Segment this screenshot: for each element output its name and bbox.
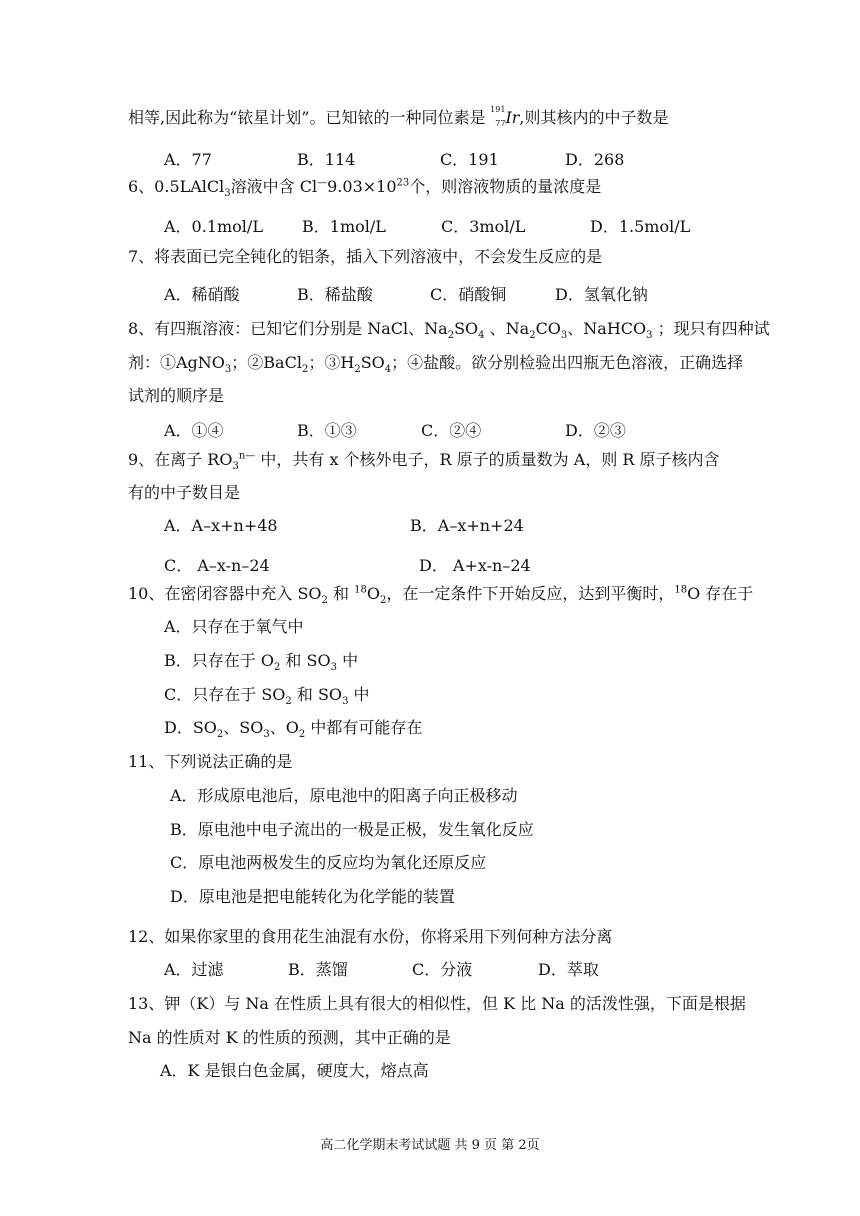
page-footer: 高二化学期末考试试题 共 9 页 第 2页 [320, 1138, 540, 1153]
q10-text: 和 [327, 584, 355, 603]
q6-sup-1: — [317, 177, 328, 189]
q10-d-text: 、SO [223, 718, 264, 737]
q8-text: 、NaHCO [567, 319, 647, 338]
q9-stem-line2: 有的中子数目是 [128, 483, 241, 502]
q7-option-a: A．稀硝酸 [164, 285, 240, 304]
q12-stem: 12、如果你家里的食用花生油混有水份，你将采用下列何种方法分离 [128, 927, 613, 946]
q6-text-4: 个，则溶液物质的量浓度是 [409, 177, 602, 196]
q11-option-a: A．形成原电池后，原电池中的阳离子向正极移动 [170, 786, 518, 805]
q10-option-a: A．只存在于氧气中 [164, 617, 304, 636]
q8-stem-line1 [128, 318, 770, 340]
q5-option-a: A．77 [164, 150, 212, 169]
q8-option-d: D．②③ [565, 421, 626, 440]
q8-sub: 3 [646, 330, 653, 342]
isotope-symbol: Ir [505, 108, 520, 127]
q10-sub: 2 [379, 595, 387, 607]
q5-option-c: C．191 [440, 150, 499, 169]
q10-option-b [164, 650, 358, 672]
q10-d-sub: 2 [298, 729, 306, 741]
q13-stem-line2: Na 的性质对 K 的性质的预测，其中正确的是 [128, 1028, 451, 1047]
q10-d-text: 、O [269, 718, 299, 737]
q10-b-text: 中 [336, 651, 359, 670]
q10-text: O 存在于 [687, 584, 754, 603]
q5-option-b: B．114 [297, 150, 356, 169]
q9-sub: 3 [232, 461, 239, 473]
q10-b-sub: 2 [273, 662, 281, 674]
q6-option-c: C．3mol/L [441, 217, 526, 236]
isotope-atomic-number: 77 [495, 119, 506, 128]
q10-c-text: 中 [348, 685, 370, 704]
q9-option-d: D． A+x-n–24 [419, 556, 531, 575]
q6-text-2: 溶液中含 Cl [230, 177, 318, 196]
q11-option-d: D．原电池是把电能转化为化学能的装置 [170, 887, 455, 906]
q9-option-b: B．A–x+n+24 [410, 516, 524, 535]
q6-text-3: 9.03×10 [327, 177, 397, 196]
q12-option-d: D．萃取 [538, 960, 599, 979]
q12-option-b: B．蒸馏 [288, 960, 348, 979]
q8-stem-line3: 试剂的顺序是 [128, 386, 225, 405]
intro-text: 相等,因此称为“铱星计划”。已知铱的一种同位素是 [128, 108, 486, 127]
q10-stem [128, 583, 753, 605]
q10-text: O [366, 584, 380, 603]
q8-text: ；现只有四种试 [652, 319, 770, 338]
q9-text: 中，共有 x 个核外电子，R 原子的质量数为 A，则 R 原子核内含 [255, 450, 720, 469]
q9-stem-line1 [128, 449, 720, 471]
q6-option-b: B．1mol/L [302, 217, 386, 236]
q8-stem-line2 [128, 352, 743, 374]
q6-option-a: A．0.1mol/L [164, 217, 263, 236]
q9-option-a: A．A–x+n+48 [164, 516, 278, 535]
q9-option-c: C． A–x-n–24 [164, 556, 270, 575]
q10-c-text: C．只存在于 SO [164, 685, 286, 704]
q7-stem: 7、将表面已完全钝化的铝条，插入下列溶液中，不会发生反应的是 [128, 247, 603, 266]
q8-sub: 4 [478, 330, 485, 342]
q9-sup: n— [238, 450, 256, 462]
q7-option-b: B．稀盐酸 [297, 285, 373, 304]
q7-option-c: C．硝酸铜 [430, 285, 507, 304]
q10-b-sub: 3 [330, 662, 337, 674]
q10-option-d [164, 717, 422, 739]
q11-stem: 11、下列说法正确的是 [128, 752, 293, 771]
q8-sub: 2 [354, 364, 361, 376]
q8-sub: 4 [384, 364, 392, 376]
q8-text: ；④盐酸。欲分别检验出四瓶无色溶液，正确选择 [391, 353, 744, 372]
q6-sub-1: 3 [224, 188, 231, 200]
q8-text: ；②BaCl [231, 353, 302, 372]
q8-sub: 2 [529, 330, 536, 342]
q10-text: 10、在密闭容器中充入 SO [128, 584, 322, 603]
q10-b-text: B．只存在于 O [164, 651, 274, 670]
q10-b-text: 和 SO [280, 651, 331, 670]
q10-d-sub: 3 [263, 729, 270, 741]
q10-c-sub: 3 [342, 696, 349, 708]
q10-d-text: D．SO [164, 718, 217, 737]
q8-text: ；③H [308, 353, 355, 372]
q10-c-sub: 2 [285, 696, 292, 708]
q12-option-c: C．分液 [412, 960, 473, 979]
q8-option-c: C．②④ [421, 421, 482, 440]
q10-text: ，在一定条件下开始反应，达到平衡时， [386, 584, 675, 603]
q8-text: SO [454, 319, 479, 338]
q8-text: 、Na [484, 319, 530, 338]
q10-sub: 2 [321, 595, 328, 607]
intro-text-end: ,则其核内的中子数是 [519, 108, 669, 127]
q9-text: 9、在离子 RO [128, 450, 233, 469]
q7-option-d: D．氢氧化钠 [555, 285, 648, 304]
q10-sup: 18 [354, 584, 367, 596]
isotope-mass: 191 [490, 105, 506, 114]
q8-option-a: A．①④ [164, 421, 224, 440]
q8-sub: 2 [301, 364, 309, 376]
q8-sub: 2 [447, 330, 455, 342]
q13-option-a: A．K 是银白色金属，硬度大，熔点高 [160, 1061, 429, 1080]
q8-sub: 3 [560, 330, 568, 342]
q11-option-b: B．原电池中电子流出的一极是正极，发生氧化反应 [170, 820, 534, 839]
q10-d-text: 中都有可能存在 [305, 718, 423, 737]
q5-option-d: D．268 [565, 150, 625, 169]
q10-d-sub: 2 [216, 729, 224, 741]
intro-line [128, 106, 669, 129]
q11-option-c: C．原电池两极发生的反应均为氧化还原反应 [170, 853, 487, 872]
isotope-notation [485, 106, 505, 126]
q8-option-b: B．①③ [297, 421, 357, 440]
q8-sub: 3 [224, 364, 232, 376]
q8-text: 剂：①AgNO [128, 353, 225, 372]
q6-text-1: 6、0.5LAlCl [128, 177, 225, 196]
q8-text: SO [360, 353, 385, 372]
q12-option-a: A．过滤 [164, 960, 224, 979]
q10-c-text: 和 SO [291, 685, 343, 704]
q8-text: CO [535, 319, 561, 338]
q8-text: 8、有四瓶溶液：已知它们分别是 NaCl、Na [128, 319, 448, 338]
q6-option-d: D．1.5mol/L [590, 217, 691, 236]
q10-option-c [164, 684, 370, 706]
q6-stem [128, 176, 601, 198]
q13-stem-line1: 13、钾（K）与 Na 在性质上具有很大的相似性，但 K 比 Na 的活泼性强，下面是根据 [128, 994, 746, 1013]
q6-sup-2: 23 [396, 177, 410, 189]
q10-sup: 18 [674, 584, 688, 596]
